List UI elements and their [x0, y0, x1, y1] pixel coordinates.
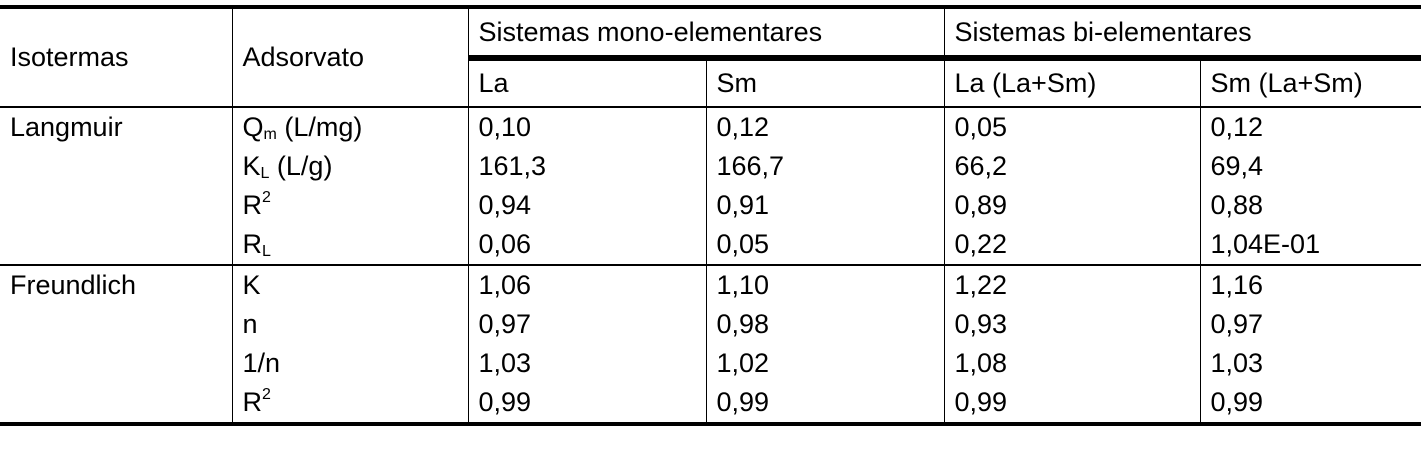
value-cell: 0,88: [1200, 186, 1421, 225]
header-isotermas: Isotermas: [0, 7, 232, 107]
table-row: [0, 344, 1421, 383]
table-header: [0, 7, 1421, 107]
header-group-mono: Sistemas mono-elementares: [468, 7, 944, 58]
value-cell: 1,22: [944, 265, 1200, 305]
isotherm-name-cell: [0, 186, 232, 225]
header-col-sm: Sm: [706, 58, 944, 107]
parameter-symbol: R: [242, 229, 262, 259]
parameter-cell: [232, 383, 468, 424]
parameter-symbol: n: [242, 309, 258, 339]
table-row: [0, 305, 1421, 344]
value-cell: 0,97: [468, 305, 706, 344]
value-cell: 0,06: [468, 225, 706, 265]
value-cell: 1,10: [706, 265, 944, 305]
value-cell: 0,22: [944, 225, 1200, 265]
value-cell: 0,12: [706, 107, 944, 147]
value-cell: 1,06: [468, 265, 706, 305]
isotherm-name-cell: [0, 225, 232, 265]
value-cell: 1,16: [1200, 265, 1421, 305]
value-cell: 69,4: [1200, 147, 1421, 186]
value-cell: 0,99: [944, 383, 1200, 424]
table-row: [0, 225, 1421, 265]
parameter-subscript: L: [262, 243, 271, 260]
parameter-unit: (L/g): [269, 151, 333, 181]
parameter-unit: (L/mg): [276, 112, 363, 142]
table-row: [0, 265, 1421, 305]
parameter-subscript: L: [260, 165, 270, 182]
parameter-cell: [232, 344, 468, 383]
isotherm-name-cell: [0, 107, 232, 147]
parameter-cell: [232, 305, 468, 344]
value-cell: 0,05: [944, 107, 1200, 147]
parameter-cell: [232, 147, 468, 186]
value-cell: 0,93: [944, 305, 1200, 344]
value-cell: 0,99: [706, 383, 944, 424]
isotherm-name-cell: [0, 265, 232, 305]
table-row: [0, 383, 1421, 424]
parameter-superscript: 2: [262, 386, 271, 403]
value-cell: 0,89: [944, 186, 1200, 225]
header-row-groups: [0, 7, 1421, 58]
parameter-symbol: K: [242, 270, 261, 300]
value-cell: 0,94: [468, 186, 706, 225]
isotherm-name-cell: [0, 344, 232, 383]
parameter-cell: [232, 107, 468, 147]
header-col-la-bi: La (La+Sm): [944, 58, 1200, 107]
header-col-la: La: [468, 58, 706, 107]
value-cell: 0,99: [468, 383, 706, 424]
isotherm-name-cell: [0, 147, 232, 186]
parameter-cell: [232, 225, 468, 265]
parameter-symbol: Q: [242, 112, 264, 142]
value-cell: 0,12: [1200, 107, 1421, 147]
value-cell: 1,02: [706, 344, 944, 383]
value-cell: 1,04E-01: [1200, 225, 1421, 265]
isotherm-parameters-table: [0, 5, 1421, 426]
isotherm-name-freundlich: Freundlich: [10, 270, 137, 300]
value-cell: 166,7: [706, 147, 944, 186]
isotherm-name-cell: [0, 305, 232, 344]
parameter-cell: [232, 265, 468, 305]
value-cell: 0,10: [468, 107, 706, 147]
isotherm-name-cell: [0, 383, 232, 424]
parameter-cell: [232, 186, 468, 225]
value-cell: 0,97: [1200, 305, 1421, 344]
value-cell: 66,2: [944, 147, 1200, 186]
value-cell: 0,98: [706, 305, 944, 344]
value-cell: 1,03: [1200, 344, 1421, 383]
table-body: [0, 107, 1421, 424]
isotherm-name-langmuir: Langmuir: [10, 112, 123, 142]
value-cell: 1,08: [944, 344, 1200, 383]
parameter-symbol: 1/n: [242, 348, 281, 378]
table-row: [0, 107, 1421, 147]
header-col-sm-bi: Sm (La+Sm): [1200, 58, 1421, 107]
parameter-symbol: R: [242, 387, 262, 417]
header-adsorvato: Adsorvato: [232, 7, 468, 107]
value-cell: 0,91: [706, 186, 944, 225]
value-cell: 0,05: [706, 225, 944, 265]
table-row: [0, 186, 1421, 225]
header-group-bi: Sistemas bi-elementares: [944, 7, 1421, 58]
value-cell: 0,99: [1200, 383, 1421, 424]
value-cell: 161,3: [468, 147, 706, 186]
table-row: [0, 147, 1421, 186]
value-cell: 1,03: [468, 344, 706, 383]
parameter-symbol: K: [242, 151, 261, 181]
parameter-symbol: R: [242, 190, 262, 220]
parameter-superscript: 2: [262, 189, 271, 206]
parameter-subscript: m: [263, 126, 277, 143]
